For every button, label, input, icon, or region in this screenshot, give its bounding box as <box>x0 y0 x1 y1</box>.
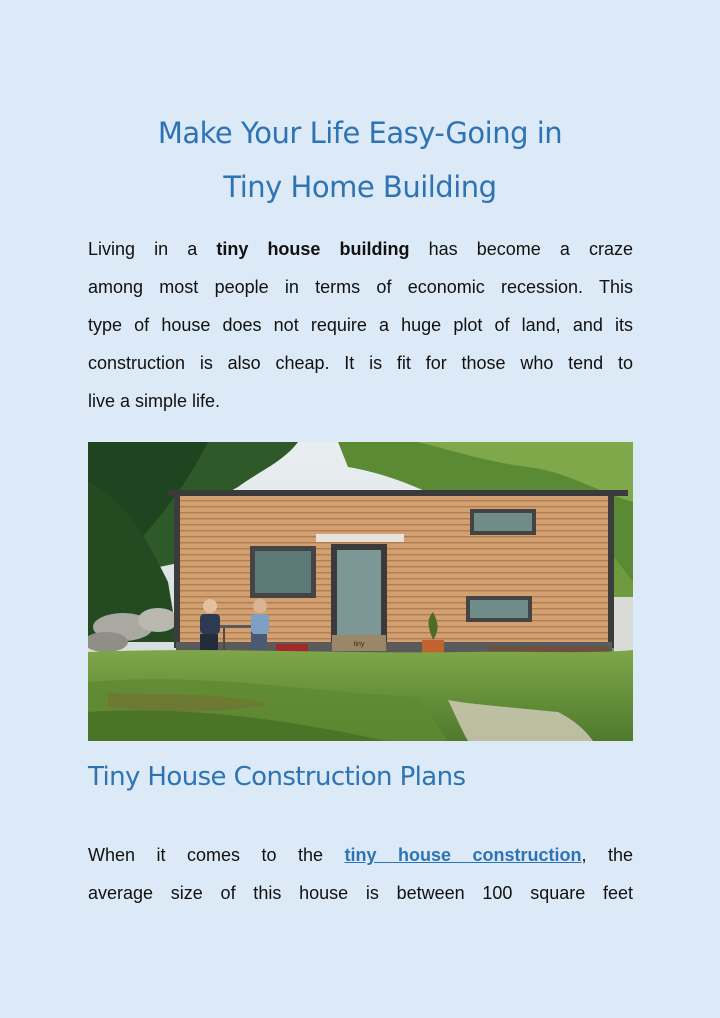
keyword-tiny-house-building: tiny house building <box>216 239 410 259</box>
tiny-house-photo <box>88 442 633 741</box>
section-text: , the <box>581 845 633 865</box>
section-line-2: average size of this house is between 100 square feet <box>88 883 633 903</box>
tiny-house-illustration <box>88 442 633 741</box>
section-paragraph <box>88 836 633 912</box>
intro-paragraph <box>88 230 633 420</box>
section-heading: Tiny House Construction Plans <box>88 762 466 792</box>
title-line-1: Make Your Life Easy-Going in <box>157 116 563 150</box>
section-text: When it comes to the <box>88 845 345 865</box>
intro-line-4: construction is also cheap. It is fit for those who tend to <box>88 353 633 373</box>
intro-line-3: type of house does not require a huge plot of land, and its <box>88 315 633 335</box>
section-line-1 <box>88 836 633 874</box>
page-title <box>0 106 720 214</box>
tiny-house-construction-link[interactable]: tiny house construction <box>344 845 582 865</box>
title-line-2: Tiny Home Building <box>223 170 497 204</box>
intro-line-5: live a simple life. <box>88 391 221 411</box>
house-sign: tiny <box>353 641 365 648</box>
intro-line-2: among most people in terms of economic recession. This <box>88 277 633 297</box>
intro-text: Living in a <box>88 239 217 259</box>
intro-text: has become a craze <box>409 239 633 259</box>
intro-line-1 <box>88 230 633 268</box>
